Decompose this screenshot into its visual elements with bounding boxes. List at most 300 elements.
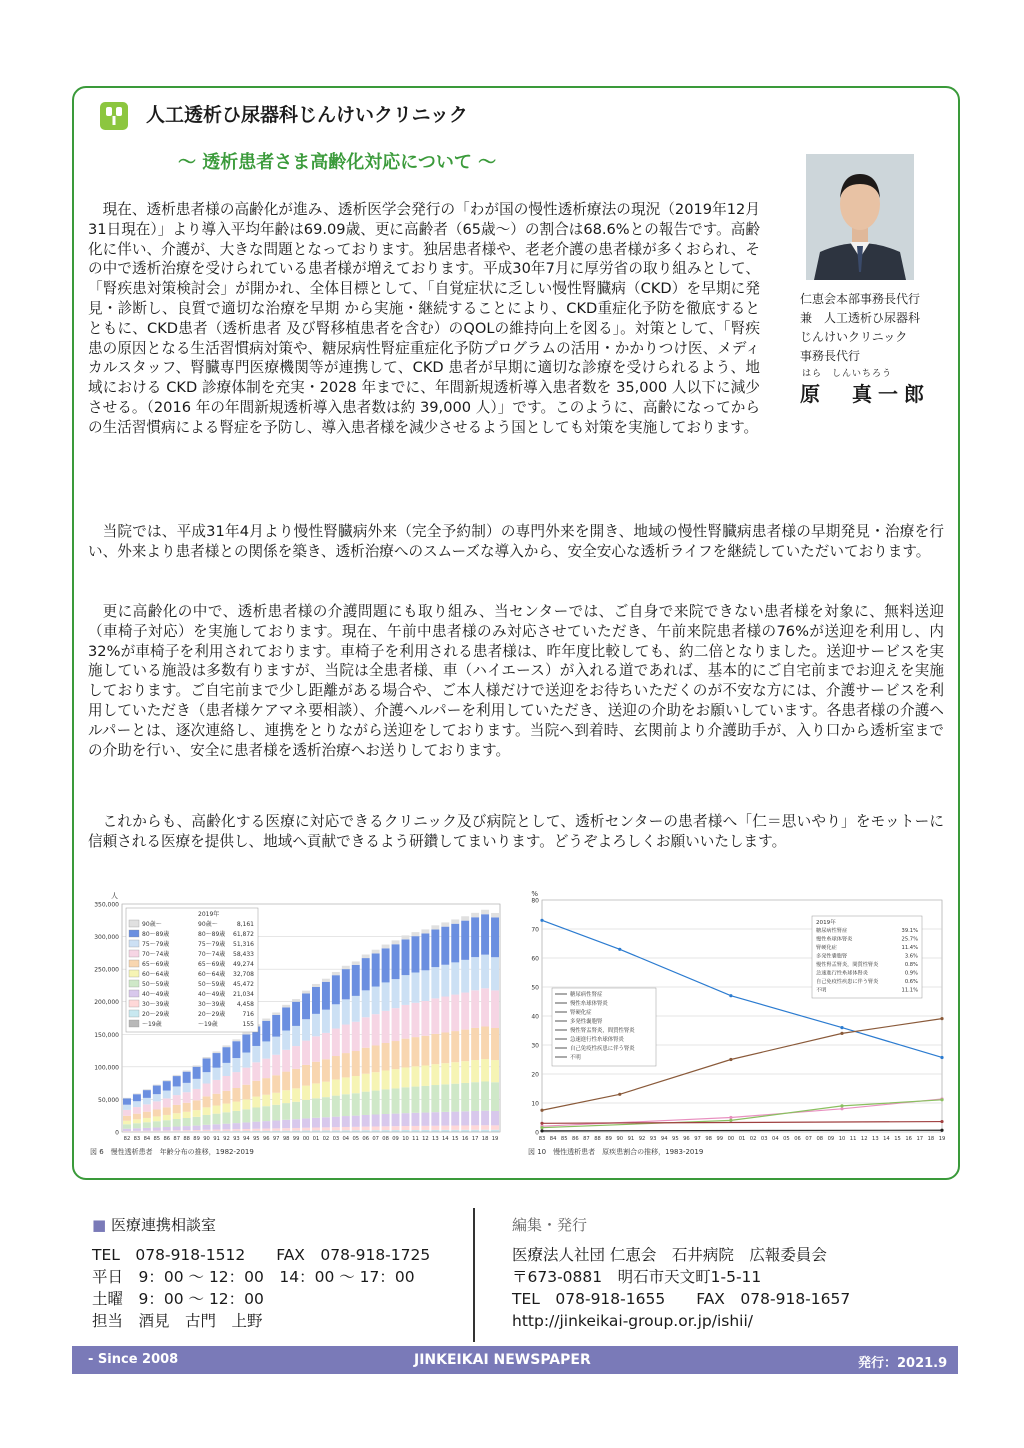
bar-segment [441, 927, 449, 965]
x-tick-label: 11 [849, 1136, 857, 1142]
series-point [840, 1107, 843, 1110]
bar-segment [491, 913, 499, 917]
series-point [540, 1122, 543, 1125]
x-tick-label: 93 [233, 1136, 240, 1142]
y-axis-unit: 人 [111, 892, 118, 900]
legend-value: 61,872 [233, 931, 254, 938]
bar-segment [213, 1053, 221, 1068]
bar-segment [193, 1110, 201, 1117]
bar-segment [471, 1028, 479, 1060]
bar-segment [272, 1121, 280, 1129]
y-tick-label: 200,000 [94, 999, 119, 1007]
bar-segment [193, 1065, 201, 1066]
newspaper-title: JINKEIKAI NEWSPAPER [414, 1352, 591, 1368]
bar-segment [222, 1047, 230, 1063]
x-tick-label: 85 [153, 1136, 161, 1142]
profile-line: じんけいクリニック [800, 330, 908, 344]
bar-segment [451, 1130, 459, 1132]
bar-segment [173, 1105, 181, 1113]
bar-segment [352, 1127, 360, 1130]
bar-segment [402, 1126, 410, 1130]
series-point [940, 1098, 943, 1101]
publisher-address: 〒673-0881 明石市天文町1-5-11 [512, 1268, 762, 1286]
legend-label: 30～39歳 [198, 1001, 226, 1008]
bar-segment [481, 910, 489, 914]
bar-segment [183, 1118, 191, 1126]
bar-segment [431, 1126, 439, 1130]
bar-segment [451, 924, 459, 963]
bar-segment [193, 1067, 201, 1079]
bar-segment [262, 1129, 270, 1131]
x-tick-label: 10 [838, 1136, 846, 1142]
bar-segment [431, 925, 439, 929]
x-tick-label: 16 [905, 1136, 912, 1142]
legend-value: 716 [242, 1011, 254, 1018]
x-tick-label: 02 [749, 1136, 757, 1142]
bar-segment [133, 1101, 141, 1107]
bar-segment [392, 1041, 400, 1069]
bar-segment [471, 913, 479, 917]
bar-segment [421, 1036, 429, 1066]
bar-segment [242, 1034, 250, 1052]
bar-segment [322, 1059, 330, 1081]
bar-segment [312, 1014, 320, 1036]
bar-segment [382, 945, 390, 949]
publisher-org: 医療法人社団 仁恵会 石井病院 広報委員会 [512, 1246, 827, 1264]
bar-segment [302, 1019, 310, 1040]
bar-segment [282, 1050, 290, 1072]
series-point [729, 1119, 732, 1122]
bar-segment [332, 1096, 340, 1117]
x-tick-label: 17 [471, 1136, 479, 1142]
bar-segment [352, 965, 360, 996]
bar-segment [232, 1129, 240, 1131]
bar-segment [431, 998, 439, 1033]
x-tick-label: 14 [883, 1136, 890, 1142]
bar-segment [222, 1091, 230, 1104]
bar-segment [352, 1093, 360, 1115]
x-tick-label: 02 [322, 1136, 330, 1142]
legend-value: 155 [242, 1021, 254, 1028]
bar-segment [153, 1086, 161, 1095]
bar-segment [312, 1062, 320, 1084]
bar-segment [163, 1080, 171, 1081]
bar-segment [451, 1062, 459, 1083]
bar-segment [153, 1116, 161, 1121]
bar-segment [312, 1131, 320, 1132]
footer-divider [473, 1208, 475, 1342]
x-tick-label: 01 [312, 1136, 320, 1142]
x-tick-label: 85 [560, 1136, 568, 1142]
bar-segment [362, 1130, 370, 1131]
bar-segment [342, 1025, 350, 1054]
newspaper-footer-bar [72, 1346, 958, 1374]
x-tick-label: 96 [683, 1136, 690, 1142]
x-tick-label: 06 [794, 1136, 801, 1142]
legend-label: 50～59歳 [142, 981, 170, 988]
bar-segment [431, 967, 439, 998]
bar-segment [302, 1086, 310, 1100]
x-tick-label: 19 [938, 1136, 946, 1142]
bar-segment [143, 1112, 151, 1118]
bar-segment [173, 1075, 181, 1076]
bar-segment [193, 1131, 201, 1132]
bar-segment [362, 1092, 370, 1115]
bar-segment [123, 1129, 131, 1131]
x-tick-label: 89 [193, 1136, 200, 1142]
x-tick-label: 87 [173, 1136, 181, 1142]
bar-segment [133, 1093, 141, 1094]
consult-hours-weekday: 平日 9：00 ～ 12：00 14：00 ～ 17：00 [92, 1268, 415, 1286]
bar-segment [133, 1131, 141, 1132]
bar-segment [173, 1127, 181, 1131]
bar-segment [461, 1125, 469, 1129]
consult-staff: 担当 酒見 古門 上野 [92, 1312, 263, 1330]
legend-label: 慢性糸球体腎炎 [816, 936, 853, 943]
x-tick-label: 15 [451, 1136, 459, 1142]
series-point [840, 1104, 843, 1107]
bar-segment [402, 939, 410, 975]
bar-segment [481, 1081, 489, 1110]
bar-segment [183, 1070, 191, 1071]
x-tick-label: 98 [282, 1136, 290, 1142]
bar-segment [431, 1130, 439, 1132]
bar-segment [392, 1088, 400, 1113]
bar-segment [431, 1112, 439, 1126]
legend-label: 糖尿病性腎症 [570, 992, 603, 998]
bar-segment [392, 1008, 400, 1041]
legend-value: 4,458 [236, 1001, 254, 1008]
x-tick-label: 12 [422, 1136, 429, 1142]
bar-segment [471, 1111, 479, 1125]
bar-segment [213, 1068, 221, 1080]
series-point [729, 994, 732, 997]
y-tick-label: 60 [531, 955, 539, 963]
x-tick-label: 11 [412, 1136, 419, 1142]
x-tick-label: 89 [605, 1136, 612, 1142]
legend-label: 腎硬化症 [816, 945, 837, 951]
bar-segment [272, 1075, 280, 1093]
x-tick-label: 09 [827, 1136, 835, 1142]
bar-segment [222, 1131, 230, 1132]
x-tick-label: 08 [816, 1136, 824, 1142]
series-point [840, 1026, 843, 1029]
bar-segment [153, 1101, 161, 1109]
bar-segment [322, 982, 330, 1010]
x-tick-label: 07 [372, 1136, 379, 1142]
bar-segment [203, 1115, 211, 1125]
bar-segment [392, 1126, 400, 1130]
bar-segment [451, 962, 459, 994]
bar-segment [382, 948, 390, 982]
bar-segment [461, 1083, 469, 1111]
bar-segment [342, 1127, 350, 1130]
bar-segment [332, 1127, 340, 1130]
legend-label: 多発性嚢胞腎 [816, 953, 848, 960]
bar-segment [421, 970, 429, 1001]
bar-segment [133, 1094, 141, 1101]
bar-segment [163, 1130, 171, 1131]
legend-year: 2019年 [198, 911, 220, 918]
bar-segment [362, 990, 370, 1017]
bar-segment [481, 1026, 489, 1059]
bar-segment [362, 1017, 370, 1047]
bar-segment [183, 1072, 191, 1083]
bar-segment [481, 988, 489, 1026]
bar-segment [203, 1130, 211, 1132]
bar-segment [143, 1104, 151, 1111]
legend-label: 90歳～ [142, 921, 162, 928]
profile-line: 事務長代行 [800, 349, 861, 363]
y-tick-label: 50 [531, 984, 539, 992]
bar-segment [411, 932, 419, 936]
bar-segment [471, 1060, 479, 1082]
legend-label: 不明 [816, 987, 827, 994]
bar-segment [143, 1089, 151, 1090]
bar-segment [382, 1011, 390, 1043]
bar-segment [123, 1098, 131, 1104]
legend-value: 21,034 [233, 991, 254, 998]
bar-segment [451, 995, 459, 1032]
x-tick-label: 90 [203, 1136, 210, 1142]
bar-segment [362, 958, 370, 990]
x-tick-label: 03 [760, 1136, 768, 1142]
bar-segment [312, 1098, 320, 1117]
x-tick-label: 99 [716, 1136, 724, 1142]
bar-segment [372, 1126, 380, 1130]
legend-value: 11.4% [901, 945, 918, 951]
bar-segment [411, 1130, 419, 1132]
bar-segment [372, 950, 380, 954]
author-name-ruby: はら しんいちろう [802, 369, 893, 379]
bar-segment [441, 1032, 449, 1063]
bar-segment [362, 1127, 370, 1131]
bar-segment [232, 1111, 240, 1123]
legend-label: 70～74歳 [198, 951, 226, 958]
bar-segment [272, 1128, 280, 1130]
bar-segment [173, 1086, 181, 1095]
bar-segment [133, 1107, 141, 1114]
x-tick-label: 16 [461, 1136, 469, 1142]
bar-segment [193, 1089, 201, 1100]
bar-segment [143, 1118, 151, 1122]
series-point [940, 1120, 943, 1123]
x-tick-label: 97 [272, 1136, 280, 1142]
bar-segment [461, 916, 469, 920]
bar-segment [471, 957, 479, 990]
bar-segment [322, 1010, 330, 1033]
bar-segment [471, 1125, 479, 1129]
bar-segment [203, 1059, 211, 1073]
bar-segment [242, 1109, 250, 1122]
bar-segment [302, 1118, 310, 1127]
legend-value: 11.1% [901, 987, 918, 994]
bar-segment [203, 1107, 211, 1115]
bar-segment [123, 1131, 131, 1132]
bar-segment [163, 1098, 171, 1107]
consult-hours-saturday: 土曜 9：00 ～ 12：00 [92, 1290, 264, 1308]
y-tick-label: 10 [531, 1100, 539, 1108]
bar-segment [421, 1130, 429, 1132]
legend-value: 8,161 [236, 921, 254, 928]
bar-segment [292, 1026, 300, 1046]
bar-segment [382, 1043, 390, 1070]
bar-segment [392, 944, 400, 979]
bar-segment [352, 1116, 360, 1127]
bar-segment [242, 1068, 250, 1085]
series-point [540, 919, 543, 922]
primary-disease-chart [522, 886, 950, 1162]
x-tick-label: 87 [583, 1136, 590, 1142]
x-tick-label: 17 [916, 1136, 924, 1142]
bar-segment [213, 1106, 221, 1114]
footer-left-heading [92, 1214, 216, 1235]
bar-segment [153, 1131, 161, 1132]
y-tick-label: 20 [531, 1071, 539, 1079]
x-tick-label: 14 [441, 1136, 449, 1142]
bar-segment [272, 1015, 280, 1037]
bar-segment [133, 1128, 141, 1131]
legend-label: 自己免疫性疾患に伴う腎炎 [816, 979, 879, 985]
legend-label: 40～49歳 [142, 991, 170, 998]
bar-segment [441, 922, 449, 926]
bar-segment [382, 982, 390, 1010]
bar-segment [372, 1130, 380, 1131]
bar-segment [252, 1097, 260, 1108]
legend-swatch [129, 950, 139, 957]
bar-segment [471, 1082, 479, 1111]
bar-segment [402, 975, 410, 1005]
bar-segment [173, 1113, 181, 1119]
bar-segment [173, 1095, 181, 1105]
bar-segment [342, 1094, 350, 1116]
bar-segment [232, 1041, 240, 1058]
bar-segment [332, 1029, 340, 1056]
x-tick-label: 84 [549, 1136, 557, 1142]
x-tick-label: 03 [332, 1136, 340, 1142]
bar-segment [213, 1080, 221, 1094]
bar-segment [322, 1033, 330, 1059]
bar-segment [163, 1107, 171, 1115]
bar-segment [461, 993, 469, 1030]
bar-segment [382, 1114, 390, 1126]
series-point [540, 1109, 543, 1112]
age-distribution-chart [86, 886, 508, 1162]
bar-segment [491, 1060, 499, 1082]
legend-value: 58,433 [233, 951, 254, 958]
bar-segment [322, 1127, 330, 1130]
clinic-logo-icon [100, 102, 128, 130]
x-tick-label: 95 [252, 1136, 260, 1142]
bar-segment [272, 1105, 280, 1121]
bar-segment [272, 1131, 280, 1132]
bar-segment [342, 1077, 350, 1094]
legend-label: 80～89歳 [142, 931, 170, 938]
bar-segment [471, 990, 479, 1028]
bar-segment [451, 1112, 459, 1126]
bar-segment [292, 1069, 300, 1088]
series-point [618, 1093, 621, 1096]
x-tick-label: 12 [860, 1136, 868, 1142]
profile-line: 兼 人工透析ひ尿器科 [800, 311, 921, 325]
legend-label: 30～39歳 [142, 1001, 170, 1008]
bar-segment [382, 1126, 390, 1130]
bar-segment [123, 1124, 131, 1128]
legend-swatch [129, 980, 139, 987]
x-tick-label: 99 [292, 1136, 300, 1142]
legend-value: 39.1% [901, 928, 918, 934]
bar-segment [123, 1116, 131, 1121]
author-profile [800, 290, 920, 366]
bar-segment [242, 1129, 250, 1131]
bar-segment [332, 1004, 340, 1028]
bar-segment [332, 1117, 340, 1128]
bar-segment [203, 1125, 211, 1130]
bar-segment [322, 1082, 330, 1097]
y-tick-label: 150,000 [94, 1031, 119, 1039]
bar-segment [302, 1065, 310, 1086]
legend-label: ～19歳 [142, 1021, 162, 1028]
bar-segment [342, 969, 350, 999]
legend-label: 糖尿病性腎症 [816, 928, 848, 934]
bar-segment [232, 1123, 240, 1129]
bar-segment [461, 1111, 469, 1125]
bar-segment [222, 1063, 230, 1076]
bar-segment [451, 919, 459, 923]
x-tick-label: 94 [660, 1136, 668, 1142]
bar-segment [481, 1125, 489, 1129]
legend-swatch [129, 1000, 139, 1007]
issue-date: 発行：2021.9 [858, 1356, 948, 1371]
bar-segment [461, 1061, 469, 1083]
bar-segment [461, 960, 469, 993]
bar-segment [491, 1125, 499, 1129]
bar-segment [193, 1079, 201, 1089]
y-tick-label: 0 [115, 1129, 119, 1137]
bar-segment [262, 1095, 270, 1106]
square-bullet-icon: ■ [92, 1216, 107, 1234]
paragraph-3: 更に高齢化の中で、透析患者様の介護問題にも取り組み、当センターでは、ご自身で来院できない患者様を対象に、無料送迎（車椅子対応）を実施しております。現在、午前中患者様のみ対応させていただき、午前来院患者様の76%が送迎を利用し、内32%が車椅子を利用されております。車椅子を利用される患者様は、昨年度比較しても、約二倍となりました。送迎サービスを実施している施設は多数有りますが、当院は全患者様、車（ハイエース）が入れる道であれば、基本的にご自宅前までお迎えを実施しております。ご自宅前まで少し距離がある場合や、ご本人様だけで送迎をお待ちいただくのが不安な方には、介護サービスを利用していただき（患者様ケアマネ要相談）、介護ヘルパーを利用していただき、送迎の介助をお願いしています。各患者様の介護ヘルパーとは、逐次連絡し、連携をとりながら送迎をしております。当院へ到着時、玄関前より介護助手が、入り口から透析室までの介助を行い、安全に患者様を透析治療へお送りしております。 [88, 603, 944, 759]
legend-label: 急速進行性糸球体腎炎 [816, 970, 868, 977]
legend-swatch [129, 970, 139, 977]
legend-value: 3.6% [904, 953, 918, 960]
bar-segment [402, 1130, 410, 1132]
profile-line: 仁恵会本部事務長代行 [800, 292, 921, 306]
series-point [729, 1058, 732, 1061]
bar-segment [332, 972, 340, 975]
bar-segment [232, 1102, 240, 1111]
x-tick-label: 95 [672, 1136, 679, 1142]
bar-segment [262, 1041, 270, 1058]
bar-segment [332, 1056, 340, 1079]
publisher-url[interactable]: http://jinkeikai-group.or.jp/ishii/ [512, 1312, 753, 1330]
bar-segment [392, 1114, 400, 1127]
bar-segment [262, 1019, 270, 1021]
paragraph-2: 当院では、平成31年4月より慢性腎臓病外来（完全予約制）の専門外来を開き、地域の慢性腎臓病患者様の早期発見・治療を行い、外来より患者様との関係を築き、透析治療へのスムーズな導入から、安全安心な透析ライフを継続していただいております。 [88, 523, 944, 560]
bar-segment [382, 1130, 390, 1132]
x-tick-label: 91 [213, 1136, 220, 1142]
bar-segment [402, 935, 410, 939]
x-tick-label: 15 [894, 1136, 901, 1142]
legend-value: 25.7% [901, 936, 918, 943]
bar-segment [421, 1001, 429, 1036]
bar-segment [441, 997, 449, 1033]
bar-segment [282, 1120, 290, 1128]
series-point [540, 1129, 543, 1132]
bar-segment [153, 1121, 161, 1127]
legend-swatch [129, 930, 139, 937]
legend-label: 65～69歳 [198, 961, 226, 968]
